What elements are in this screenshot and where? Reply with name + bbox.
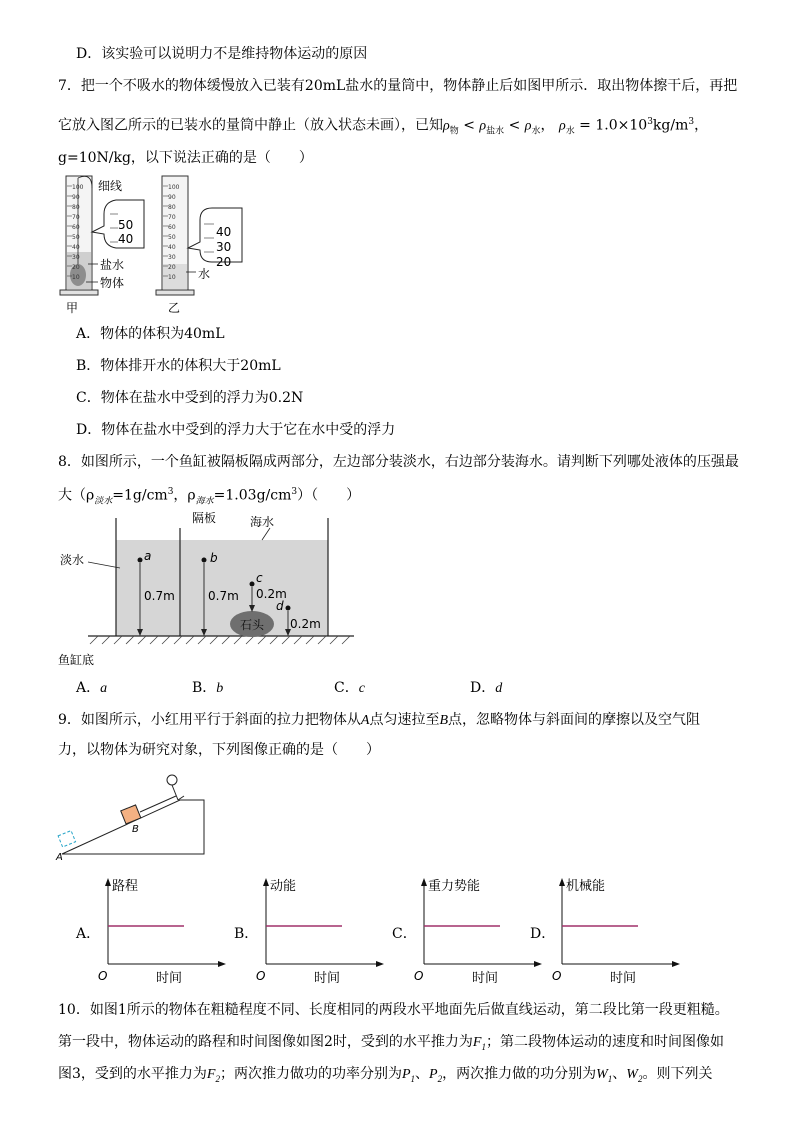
q7-option-a: A．物体的体积为40mL — [76, 326, 225, 342]
zoom-yi-20: 20 — [216, 255, 232, 269]
label-water: 水 — [198, 267, 211, 281]
label-a: A — [56, 852, 63, 862]
q8-stem-line1: 8．如图所示，一个鱼缸被隔板隔成两部分，左边部分装淡水，右边部分装海水。请判断下列哪处液体的压强最 — [58, 454, 739, 470]
pulley-icon — [167, 775, 177, 785]
q8-option-b: B．b — [192, 680, 224, 696]
q8-option-a: A．a — [76, 680, 108, 696]
q9-option-c-letter: C． — [392, 926, 417, 942]
svg-text:100: 100 — [168, 184, 180, 191]
zoom-yi-40: 40 — [216, 225, 232, 239]
q7-option-d: D．物体在盐水中受到的浮力大于它在水中受的浮力 — [76, 422, 396, 438]
graph-ylabel: 机械能 — [566, 879, 606, 894]
q8-option-d: D．d — [470, 680, 503, 696]
q9-graph-b — [254, 876, 394, 986]
graph-origin: O — [552, 969, 562, 983]
q9-incline-figure — [54, 770, 214, 862]
q9-option-d-letter: D． — [530, 926, 556, 942]
svg-text:20: 20 — [168, 264, 176, 271]
svg-text:40: 40 — [72, 244, 80, 251]
zoom-jia-40: 40 — [118, 232, 134, 246]
label-object: 物体 — [100, 276, 125, 290]
q8-figure — [58, 506, 358, 670]
q10-stem-line1: 10．如图1所示的物体在粗糙程度不同、长度相同的两段水平地面先后做直线运动，第二段比第一段更粗糙。 — [58, 1002, 729, 1018]
label-point-d: d — [276, 599, 284, 613]
svg-text:30: 30 — [72, 254, 80, 261]
svg-text:90: 90 — [72, 194, 80, 201]
graph-ylabel: 路程 — [112, 879, 139, 894]
svg-text:10: 10 — [168, 274, 176, 281]
graph-ylabel: 重力势能 — [428, 879, 481, 894]
zoom-jia-50: 50 — [118, 218, 134, 232]
graph-origin: O — [98, 969, 108, 983]
label-tank-bottom: 鱼缸底 — [58, 653, 95, 667]
q9-graph-d — [550, 876, 690, 986]
graph-xlabel: 时间 — [156, 971, 183, 986]
q8-option-c: C．c — [334, 680, 365, 696]
svg-text:50: 50 — [168, 234, 176, 241]
q9-option-b-letter: B． — [234, 926, 259, 942]
graph-xlabel: 时间 — [314, 971, 341, 986]
svg-text:80: 80 — [72, 204, 80, 211]
label-brine: 盐水 — [100, 258, 125, 272]
q7-option-c: C．物体在盐水中受到的浮力为0.2N — [76, 390, 304, 406]
svg-text:40: 40 — [168, 244, 176, 251]
q9-stem-line1: 9．如图所示，小红用平行于斜面的拉力把物体从A点匀速拉至B点，忽略物体与斜面间的摩擦以及空气阻 — [58, 712, 701, 728]
q7-stem-line3: g=10N/kg，以下说法正确的是（ ） — [58, 150, 313, 166]
graph-origin: O — [256, 969, 266, 983]
q9-graph-a — [96, 876, 236, 986]
label-point-c: c — [256, 571, 263, 585]
zoom-bubble-yi — [188, 208, 242, 262]
graph-xlabel: 时间 — [610, 971, 637, 986]
q7-stem-line2: 它放入图乙所示的已装水的量筒中静止（放入状态未画），已知$\rho_物 < \rho_{盐水} < \rho_水$， $\rho_水 = 1.0\times 10^3kg/m^3$， — [58, 117, 709, 137]
ground-hatch — [90, 636, 350, 644]
block-a-ghost — [58, 831, 75, 847]
q8-stem-line2: 大（$\rho_{淡水}=1g/cm^3$，$\rho_{海水}=1.03g/cm^3$）（ ） — [58, 487, 361, 506]
svg-text:30: 30 — [168, 254, 176, 261]
label-height-c: 0.2m — [256, 587, 287, 601]
label-thread: 细线 — [98, 179, 123, 193]
q7-option-b: B．物体排开水的体积大于20mL — [76, 358, 281, 374]
graph-ylabel: 动能 — [270, 879, 297, 894]
label-seawater: 海水 — [250, 515, 275, 529]
label-point-b: b — [210, 551, 218, 565]
svg-text:90: 90 — [168, 194, 176, 201]
graph-xlabel: 时间 — [472, 971, 499, 986]
svg-text:70: 70 — [72, 214, 80, 221]
svg-text:80: 80 — [168, 204, 176, 211]
q7-stem-line1: 7．把一个不吸水的物体缓慢放入已装有20mL盐水的量筒中，物体静止后如图甲所示．取出物体擦干后，再把 — [58, 78, 738, 94]
label-partition: 隔板 — [192, 511, 217, 525]
label-yi: 乙 — [168, 301, 181, 315]
label-freshwater: 淡水 — [60, 553, 85, 567]
svg-text:70: 70 — [168, 214, 176, 221]
zoom-yi-30: 30 — [216, 240, 232, 254]
svg-text:100: 100 — [72, 184, 84, 191]
graph-origin: O — [414, 969, 424, 983]
q10-stem-line3: 图3，受到的水平推力为$F_2$；两次推力做功的功率分别为$P_1$、$P_2$，两次推力做的功分别为$W_1$、$W_2$。则下列关 — [58, 1066, 713, 1084]
q9-option-a-letter: A． — [76, 926, 101, 942]
svg-text:50: 50 — [72, 234, 80, 241]
svg-text:20: 20 — [72, 264, 80, 271]
label-point-a: a — [144, 549, 152, 563]
q6-option-d: D．该实验可以说明力不是维持物体运动的原因 — [76, 46, 368, 62]
svg-text:60: 60 — [72, 224, 80, 231]
label-jia: 甲 — [66, 301, 79, 315]
svg-text:60: 60 — [168, 224, 176, 231]
svg-text:10: 10 — [72, 274, 80, 281]
q10-stem-line2: 第一段中，物体运动的路程和时间图像如图2时，受到的水平推力为$F_1$；第二段物体运动的速度和时间图像如 — [58, 1034, 724, 1052]
label-stone: 石头 — [240, 618, 265, 632]
label-height-a: 0.7m — [144, 589, 175, 603]
label-height-d: 0.2m — [290, 617, 321, 631]
label-b: B — [132, 824, 139, 835]
q7-figure — [58, 172, 258, 322]
label-height-b: 0.7m — [208, 589, 239, 603]
q9-stem-line2: 力，以物体为研究对象，下列图像正确的是（ ） — [58, 742, 380, 758]
